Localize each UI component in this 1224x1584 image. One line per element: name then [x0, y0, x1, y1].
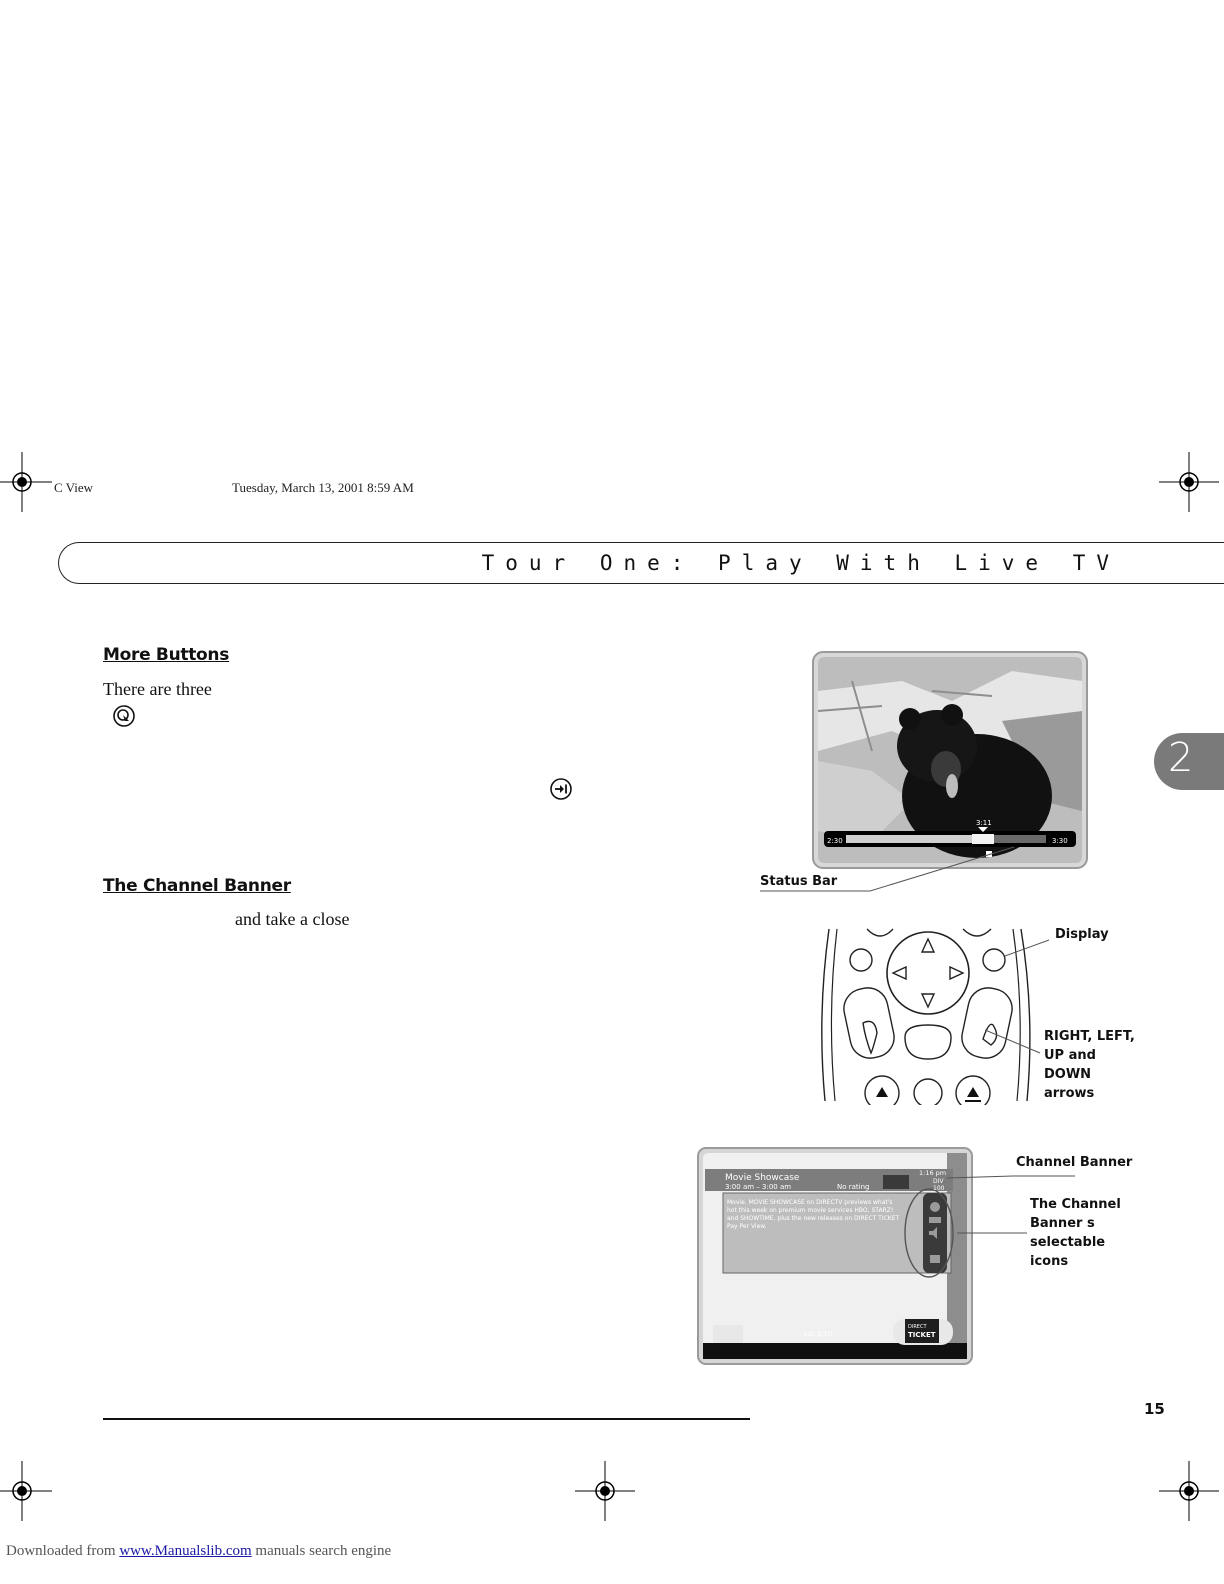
tivo-button-icon	[112, 704, 136, 728]
manualslib-link[interactable]: www.Manualslib.com	[119, 1543, 252, 1559]
status-bar-start-time: 2:30	[827, 837, 843, 845]
registration-mark	[1159, 452, 1219, 512]
banner-clock: 1:16 pm	[919, 1169, 947, 1177]
banner-program-title: Movie Showcase	[725, 1173, 800, 1183]
remote-arrows-label-line: arrows	[1044, 1086, 1095, 1101]
status-bar-current-time: 3:11	[976, 819, 992, 827]
registration-mark	[575, 1461, 635, 1521]
status-bar-label: Status Bar	[760, 874, 838, 889]
footer-rule	[103, 1418, 750, 1420]
banner-channel-line: 100	[933, 1185, 945, 1192]
section-heading-more-buttons: More Buttons	[103, 645, 230, 665]
chapter-number: 2	[1168, 735, 1194, 781]
banner-description-line: Pay Per View.	[727, 1223, 767, 1230]
banner-description-line: Movie. MOVIE SHOWCASE on DIRECTV previews what's	[727, 1199, 893, 1206]
page-number: 15	[1144, 1400, 1165, 1418]
channel-banner-label: Channel Banner	[1016, 1155, 1133, 1170]
advance-button-icon	[549, 777, 573, 801]
print-file-name: C View	[54, 480, 94, 495]
selectable-icons-label-line: Banner s	[1030, 1216, 1095, 1231]
registration-mark	[0, 1461, 52, 1521]
banner-ticket-logo-line: TICKET	[908, 1331, 936, 1339]
more-buttons-text: There are three	[103, 679, 212, 699]
download-footer	[6, 1543, 391, 1560]
selectable-icons-label-line: selectable	[1030, 1235, 1106, 1250]
banner-rating: No rating	[837, 1183, 870, 1191]
remote-arrows-label-line: UP and	[1044, 1048, 1096, 1063]
selectable-icons-label-line: The Channel	[1030, 1197, 1121, 1212]
section-heading-channel-banner: The Channel Banner	[103, 876, 291, 896]
selectable-icons-label-line: icons	[1030, 1254, 1069, 1269]
banner-ticket-logo-line: DIRECT	[908, 1324, 927, 1330]
remote-arrows-label-line: DOWN	[1044, 1067, 1092, 1082]
banner-description-line: and SHOWTIME, plus the new releases on DIRECT TICKET	[727, 1215, 900, 1222]
banner-program-time: 3:00 am – 3:00 am	[725, 1183, 792, 1191]
banner-channel-line: DIV	[933, 1178, 944, 1185]
channel-banner-screenshot	[697, 1147, 973, 1365]
remote-arrows-label-line: RIGHT, LEFT,	[1044, 1029, 1135, 1044]
remote-display-label: Display	[1055, 927, 1109, 942]
banner-bottom-text: Sat 3/10	[803, 1330, 833, 1338]
registration-mark	[0, 452, 52, 512]
banner-description-line: hot this week on premium movie services HBO, STARZ!	[727, 1207, 894, 1214]
footer-prefix: Downloaded from	[6, 1543, 120, 1559]
print-date: Tuesday, March 13, 2001 8:59 AM	[232, 480, 414, 495]
running-header-title: Tour One: Play With Live TV	[481, 551, 1120, 575]
channel-banner-text: and take a close	[235, 909, 350, 929]
registration-mark	[1159, 1461, 1219, 1521]
selectable-icons-label	[1030, 1195, 1121, 1271]
status-bar-end-time: 3:30	[1052, 837, 1068, 845]
remote-arrows-label	[1044, 1027, 1135, 1103]
status-bar-screenshot	[812, 651, 1088, 869]
footer-suffix: manuals search engine	[251, 1543, 392, 1559]
